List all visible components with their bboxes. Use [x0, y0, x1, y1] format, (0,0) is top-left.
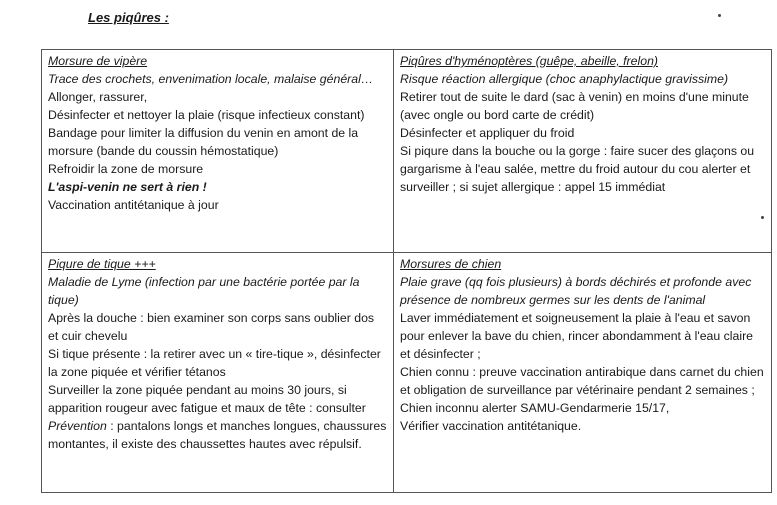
cell-dog: [394, 253, 772, 493]
viper-title: Morsure de vipère: [48, 54, 148, 68]
cell-tick: [42, 253, 394, 493]
dog-intro: Plaie grave (qq fois plusieurs) à bords déchirés et profonde avec présence de nombreux germes sur les dents de l'animal: [400, 275, 752, 307]
hymenoptera-line: Si piqure dans la bouche ou la gorge : faire sucer des glaçons ou gargarisme à l'eau salée, mettre du froid autour du cou alerter et surveiller ; si sujet allergique : appel 15 immédiat: [400, 144, 755, 194]
dog-title: Morsures de chien: [400, 257, 502, 271]
hymenoptera-title: Piqûres d'hyménoptères (guêpe, abeille, frelon): [400, 54, 659, 68]
tick-prevention: [48, 417, 387, 453]
page-heading: Les piqûres :: [88, 10, 169, 25]
prevention-label: Prévention: [48, 419, 107, 433]
dog-line: Laver immédiatement et soigneusement la plaie à l'eau et savon pour enlever la bave du chien, rincer abondamment à l'eau claire et désinfecter ;: [400, 311, 754, 361]
tick-line: Après la douche : bien examiner son corps sans oublier dos et cuir chevelu: [48, 311, 375, 343]
viper-line: Allonger, rassurer,: [48, 90, 148, 104]
stings-table: [41, 49, 772, 493]
scan-speck: [718, 14, 721, 17]
viper-line: Désinfecter et nettoyer la plaie (risque infectieux constant): [48, 108, 365, 122]
cell-viper: [42, 50, 394, 253]
tick-line: Si tique présente : la retirer avec un « tire-tique », désinfecter la zone piquée et vérifier tétanos: [48, 347, 381, 379]
tick-line: Surveiller la zone piquée pendant au moins 30 jours, si apparition rougeur avec fatigue et maux de tête : consulter: [48, 383, 366, 415]
hymenoptera-intro: Risque réaction allergique (choc anaphylactique gravissime): [400, 72, 729, 86]
viper-warning: L'aspi-venin ne sert à rien !: [48, 180, 207, 194]
viper-line: Bandage pour limiter la diffusion du venin en amont de la morsure (bande du coussin hémostatique): [48, 126, 359, 158]
prevention-text: : pantalons longs et manches longues, chaussures montantes, il existe des chaussettes hautes avec répulsif.: [48, 419, 387, 451]
hymenoptera-line: Désinfecter et appliquer du froid: [400, 126, 575, 140]
dog-line: Chien inconnu alerter SAMU-Gendarmerie 15/17,: [400, 401, 670, 415]
viper-line: Refroidir la zone de morsure: [48, 162, 204, 176]
viper-last: Vaccination antitétanique à jour: [48, 198, 219, 212]
tick-intro: Maladie de Lyme (infection par une bactérie portée par la tique): [48, 275, 360, 307]
dog-line: Chien connu : preuve vaccination antirabique dans carnet du chien et obligation de surveillance par vétérinaire pendant 2 semaines ;: [400, 365, 764, 397]
hymenoptera-line: Retirer tout de suite le dard (sac à venin) en moins d'une minute (avec ongle ou bord carte de crédit): [400, 90, 749, 122]
tick-title: Piqure de tique +++: [48, 257, 156, 271]
dog-line: Vérifier vaccination antitétanique.: [400, 419, 582, 433]
cell-hymenoptera: [394, 50, 772, 253]
viper-intro: Trace des crochets, envenimation locale, malaise général…: [48, 72, 374, 86]
